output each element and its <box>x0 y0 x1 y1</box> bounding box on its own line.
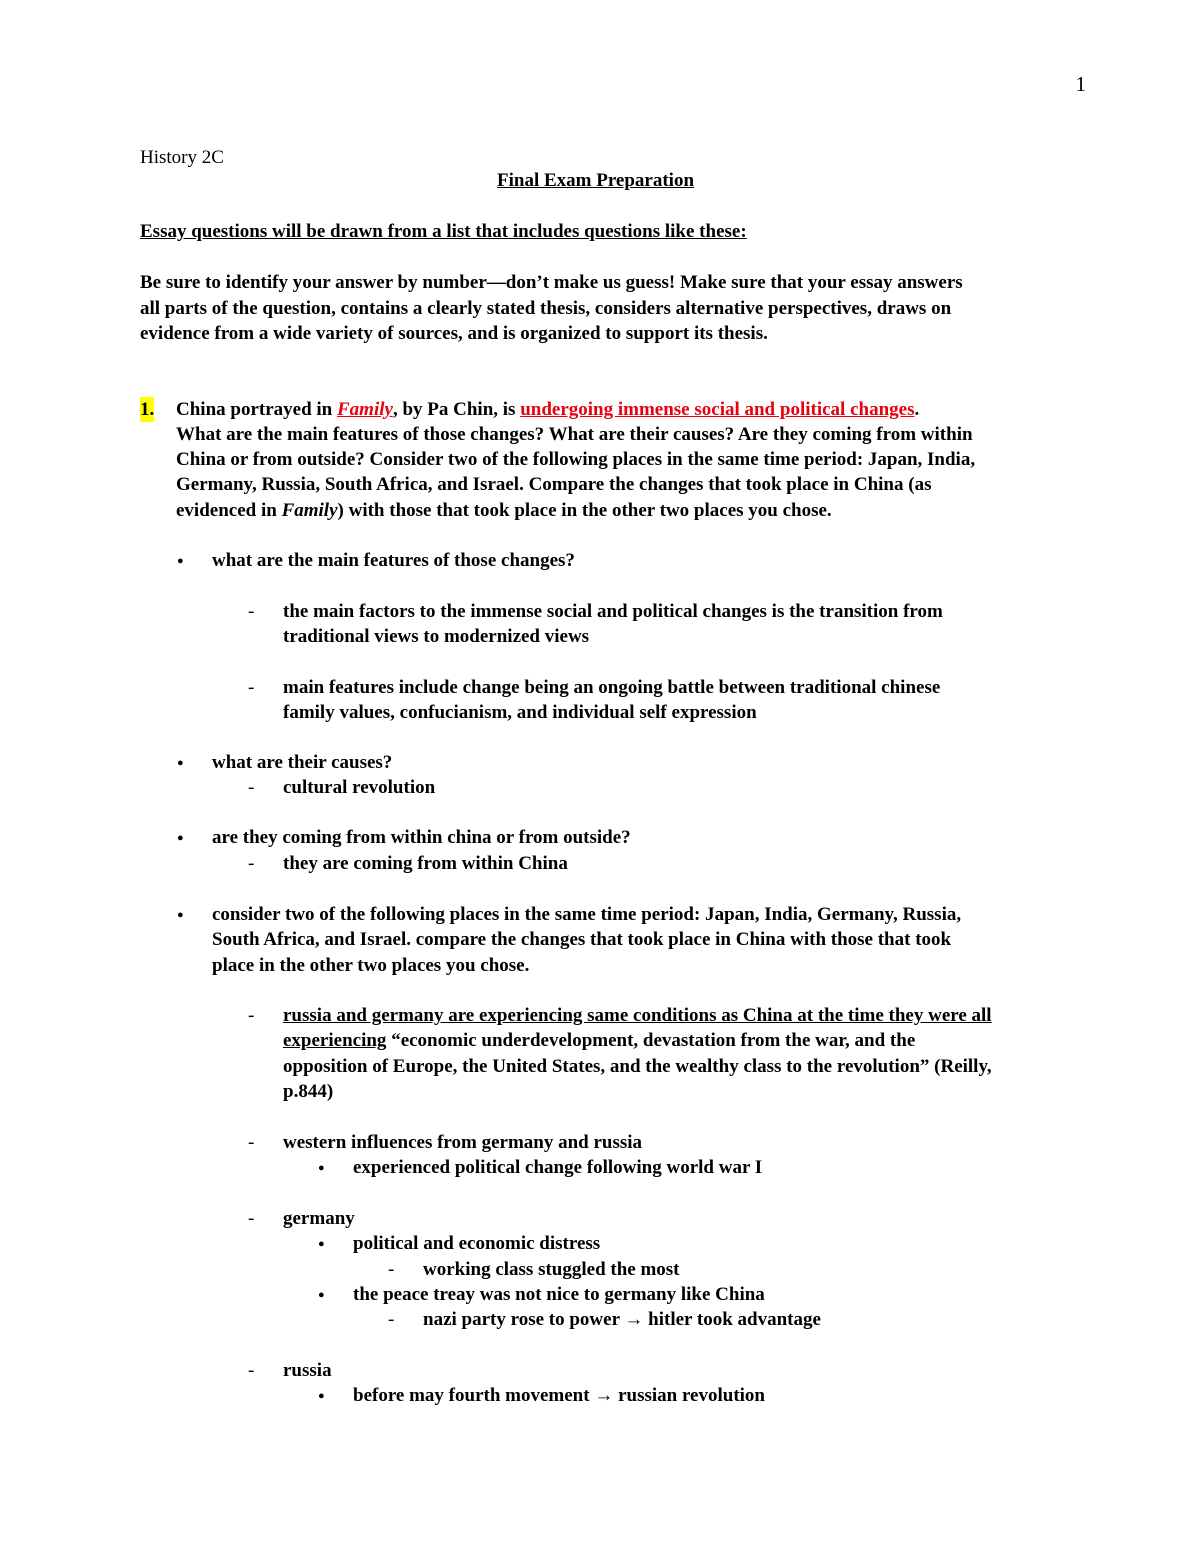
dash-icon: - <box>248 1132 255 1153</box>
bullet-icon: ● <box>318 1390 325 1402</box>
bullet-icon: ● <box>318 1238 325 1250</box>
sub-sub-item: before may fourth movement → russian revolution <box>353 1385 765 1406</box>
question-line: Germany, Russia, South Africa, and Israel. Compare the changes that took place in China (as <box>176 474 932 495</box>
dash-icon: - <box>248 1208 255 1229</box>
bullet-item: are they coming from within china or from outside? <box>212 827 631 848</box>
dash-icon: - <box>248 601 255 622</box>
sub-item: opposition of Europe, the United States, and the wealthy class to the revolution” (Reilly, <box>283 1056 992 1077</box>
quote-text: “economic underdevelopment, devastation from the war, and the <box>386 1030 916 1051</box>
sub-sub-item: the peace treay was not nice to germany like China <box>353 1284 765 1305</box>
book-title: Family <box>337 399 393 420</box>
intro-line: Be sure to identify your answer by number—don’t make us guess! Make sure that your essay answers <box>140 272 963 293</box>
sub-item: germany <box>283 1208 355 1229</box>
bullet-icon: ● <box>177 757 184 769</box>
dash-icon: - <box>388 1259 395 1280</box>
page-number: 1 <box>1075 72 1086 96</box>
bullet-item: place in the other two places you chose. <box>212 955 530 976</box>
sub-item: russia <box>283 1360 332 1381</box>
underlined-text: experiencing <box>283 1030 387 1051</box>
question-text: , by Pa Chin, is <box>392 399 521 420</box>
dash-icon: - <box>248 777 255 798</box>
page-title: Final Exam Preparation <box>497 170 695 191</box>
sub-sub-item: experienced political change following world war I <box>353 1157 763 1178</box>
dash-icon: - <box>248 1360 255 1381</box>
question-text: . <box>914 399 920 420</box>
sub-item: cultural revolution <box>283 777 436 798</box>
sub-sub-sub-item: working class stuggled the most <box>423 1259 680 1280</box>
sub-item: they are coming from within China <box>283 853 568 874</box>
question-text: evidenced in <box>176 500 282 521</box>
intro-line: evidence from a wide variety of sources, and is organized to support its thesis. <box>140 323 768 344</box>
course-label: History 2C <box>140 147 224 168</box>
sub-item: family values, confucianism, and individual self expression <box>283 702 757 723</box>
sub-item: western influences from germany and russia <box>283 1132 643 1153</box>
sub-item: main features include change being an ongoing battle between traditional chinese <box>283 677 941 698</box>
book-title: Family <box>281 500 338 521</box>
dash-icon: - <box>248 1005 255 1026</box>
highlighted-phrase: undergoing immense social and political changes <box>520 399 915 420</box>
bullet-item: what are their causes? <box>212 752 393 773</box>
bullet-item: South Africa, and Israel. compare the changes that took place in China with those that took <box>212 929 952 950</box>
question-text: China portrayed in <box>176 399 337 420</box>
question-line: China or from outside? Consider two of the following places in the same time period: Japan, India, <box>176 449 976 470</box>
intro-line: all parts of the question, contains a clearly stated thesis, considers alternative perspectives, draws on <box>140 298 952 319</box>
bullet-icon: ● <box>318 1289 325 1301</box>
dash-icon: - <box>248 853 255 874</box>
bullet-icon: ● <box>177 909 184 921</box>
sub-item: russia and germany are experiencing same conditions as China at the time they were all <box>283 1005 992 1026</box>
bullet-icon: ● <box>177 832 184 844</box>
question-line: What are the main features of those changes? What are their causes? Are they coming from within <box>176 424 973 445</box>
sub-sub-sub-item: nazi party rose to power → hitler took advantage <box>423 1309 821 1330</box>
sub-item <box>283 1028 915 1053</box>
sub-item: traditional views to modernized views <box>283 626 590 647</box>
bullet-item: what are the main features of those changes? <box>212 550 575 571</box>
essay-heading: Essay questions will be drawn from a list that includes questions like these: <box>140 221 747 242</box>
sub-item: p.844) <box>283 1081 334 1102</box>
question-number: 1. <box>140 399 155 420</box>
question-text: ) with those that took place in the other two places you chose. <box>337 500 832 521</box>
dash-icon: - <box>388 1309 395 1330</box>
bullet-icon: ● <box>177 555 184 567</box>
sub-sub-item: political and economic distress <box>353 1233 601 1254</box>
bullet-item: consider two of the following places in the same time period: Japan, India, Germany, Russia, <box>212 904 962 925</box>
sub-item: the main factors to the immense social and political changes is the transition from <box>283 601 943 622</box>
question-first-line <box>176 397 919 422</box>
dash-icon: - <box>248 677 255 698</box>
bullet-icon: ● <box>318 1162 325 1174</box>
question-last-line <box>176 498 832 523</box>
